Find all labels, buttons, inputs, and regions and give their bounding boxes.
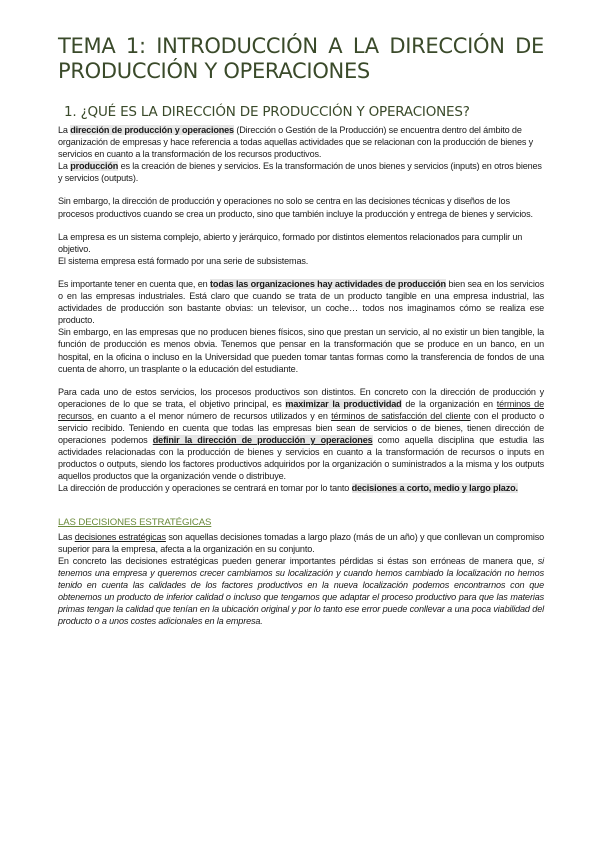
title-line-1 [58, 34, 544, 59]
paragraph-servicios: Sin embargo, en las empresas que no producen bienes físicos, sino que prestan un servicio, al no existir un bien tangible, la función de producción es menos obvia. Tenemos que pensar en la transformación que se produce en un banco, en un hospital, en la oficina o incluso en la Universidad que pueden tomar tantas formas como la transferencia de fondos de una cuenta de ahorro, un trasplante o la educación del estudiante. [58, 327, 544, 374]
paragraph-decisiones: La dirección de producción y operaciones se centrará en tomar por lo tanto decisiones a corto, medio y largo plazo. [58, 483, 518, 494]
section-heading-2: LAS DECISIONES ESTRATÉGICAS [58, 516, 212, 528]
paragraph-produccion: La producción es la creación de bienes y servicios. Es la transformación de unos bienes y servicios (inputs) en otros bienes y servicios (outputs). [58, 161, 542, 184]
highlight-term: maximizar la productividad [285, 398, 402, 409]
paragraph-organizaciones: Es importante tener en cuenta que, en todas las organizaciones hay actividades de producción bien sea en los servicios o en las empresas industriales. Está claro que cuando se trata de un producto tangible en una empresa industrial, las actividades de producción son bastante obvias: un televisor, un coche… todos nos imaginamos cómo se realiza ese producto. [58, 278, 545, 326]
document-page [58, 34, 544, 627]
paragraph-estrategicas: Las decisiones estratégicas son aquellas decisiones tomadas a largo plazo (más de un año) y que conllevan un compromiso superior para la empresa, afecta a la organización en su conjunto. [58, 531, 545, 554]
title-word: A [328, 34, 343, 58]
title-word: INTRODUCCIÓN [156, 34, 318, 58]
highlight-term: definir la dirección de producción y operaciones [152, 435, 373, 446]
paragraph-definition: La dirección de producción y operaciones (Dirección o Gestión de la Producción) se encuentra dentro del ámbito de organización de empresas y hace referencia a todas aquellas actividades que se relacionan con la producción de bienes y servicios en cuanto a la transformación de los recursos productivos. [58, 125, 534, 160]
title-word: DE [515, 34, 544, 58]
title-line-2: PRODUCCIÓN Y OPERACIONES [58, 59, 370, 83]
underlined-term: términos de recursos [58, 398, 544, 421]
title-word: LA [352, 34, 379, 58]
italic-example: si tenemos una empresa y queremos crecer cambiamos su localización y cuando hemos cambiado la localización no hemos tenido en cuenta las calidades de los factores productivos en la nueva localización podemos encontrarnos con que obtenemos un producto de inferior calidad o incluso que tengamos que adaptar el proceso productivo para que las materias primas tengan la calidad que tenían en la ubicación original y por lo tanto ese error puede conllevar a una poca viabilidad del producto o a unos costes adicionales en la empresa. [58, 555, 544, 627]
title-word: TEMA [58, 34, 116, 58]
paragraph-ejemplo: En concreto las decisiones estratégicas pueden generar importantes pérdidas si éstas son erróneas de manera que, si tenemos una empresa y queremos crecer cambiamos su localización y cuando hemos cambiado la localización no hemos tenido en cuenta las calidades de los factores productivos en la nueva localización podemos encontrarnos con que obtenemos un producto de inferior calidad o incluso que tengamos que adaptar el proceso productivo para que las materias primas tengan la calidad que tenían en la ubicación original y por lo tanto ese error puede conllevar a una poca viabilidad del producto o a unos costes adicionales en la empresa. [58, 555, 544, 627]
paragraph-sin-embargo: Sin embargo, la dirección de producción y operaciones no solo se centra en las decisiones técnicas y diseños de los procesos productivos cuando se crea un producto, sino que también incluye la producción y entrega de bienes y servicios. [58, 196, 533, 219]
section-heading-1: 1. ¿QUÉ ES LA DIRECCIÓN DE PRODUCCIÓN Y OPERACIONES? [64, 104, 470, 120]
highlight-term: dirección de producción y operaciones [70, 125, 234, 135]
paragraph-subsistemas: El sistema empresa está formado por una serie de subsistemas. [58, 255, 309, 266]
page-title [58, 34, 544, 84]
highlight-term: decisiones a corto, medio y largo plazo. [351, 483, 518, 494]
underlined-term: términos de satisfacción del cliente [331, 410, 471, 421]
title-word: 1: [125, 34, 146, 58]
paragraph-productividad: Para cada uno de estos servicios, los procesos productivos son distintos. En concreto con la dirección de producción y operaciones de lo que se trata, el objetivo principal, es maximizar la productividad de la organización en términos de recursos, en cuanto a el menor número de recursos utilizados y en términos de satisfacción del cliente con el producto o servicio recibido. Teniendo en cuenta que todas las empresas bien sean de servicios o de bienes, tienen dirección de operaciones podemos definir la dirección de producción y operaciones como aquella disciplina que estudia las actividades relacionadas con la producción de bienes y servicios en cuanto a la transformación de recursos o inputs en productos o outputs, siendo los factores productivos adquiridos por la organización o suministrados a la misma y los outputs aquellos productos que la organización vende o distribuye. [58, 386, 545, 482]
underlined-term: decisiones estratégicas [74, 531, 166, 542]
highlight-term: todas las organizaciones hay actividades de producción [210, 278, 446, 289]
highlight-term: producción [70, 161, 119, 172]
title-word: DIRECCIÓN [389, 34, 505, 58]
paragraph-sistema: La empresa es un sistema complejo, abierto y jerárquico, formado por distintos elementos relacionados para cumplir un objetivo. [58, 231, 523, 254]
